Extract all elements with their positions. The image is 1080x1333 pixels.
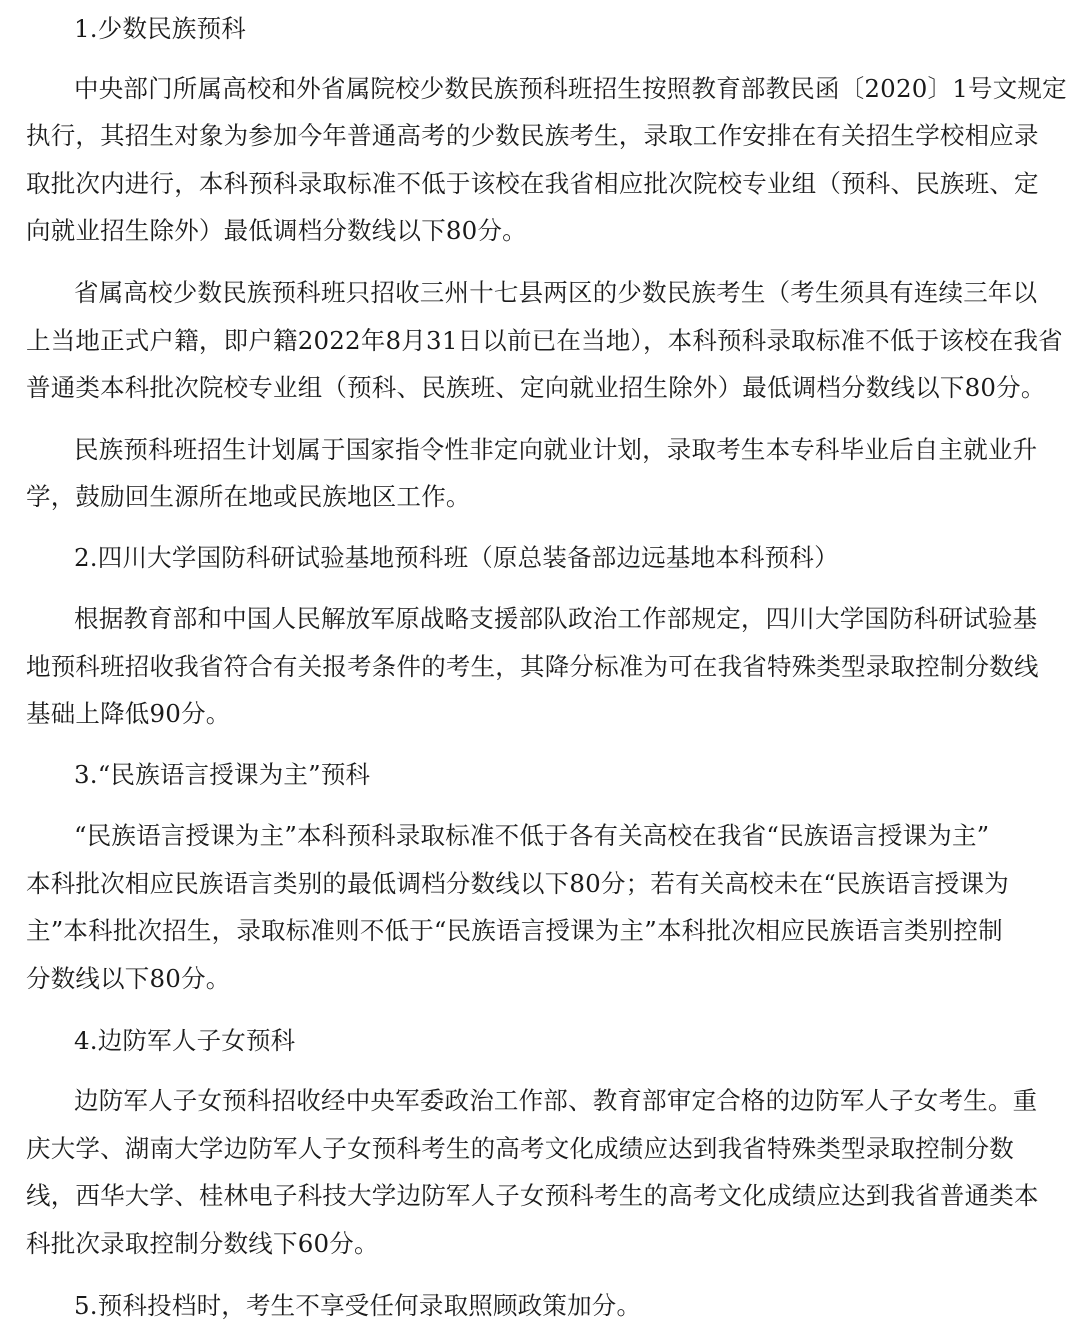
section-1-para-1-line-1: 中央部门所属高校和外省属院校少数民族预科班招生按照教育部教民函〔2020〕1号文规定 [74, 74, 1067, 103]
section-1-para-2-line-2: 上当地正式户籍，即户籍2022年8月31日以前已在当地），本科预科录取标准不低于该校在我省 [26, 326, 1063, 355]
section-4-para-1-line-3: 线，西华大学、桂林电子科技大学边防军人子女预科考生的高考文化成绩应达到我省普通类本 [26, 1181, 1039, 1210]
section-3-para-1-line-1: “民族语言授课为主”本科预科录取标准不低于各有关高校在我省“民族语言授课为主” [74, 821, 990, 850]
section-3-para-1-line-2: 本科批次相应民族语言类别的最低调档分数线以下80分；若有关高校未在“民族语言授课为 [26, 869, 1009, 898]
section-1-heading: 1.少数民族预科 [74, 14, 246, 43]
section-1-para-1-line-4: 向就业招生除外）最低调档分数线以下80分。 [26, 216, 527, 245]
section-3-para-1-line-3: 主”本科批次招生，录取标准则不低于“民族语言授课为主”本科批次相应民族语言类别控制 [26, 916, 1003, 945]
section-1-para-3-line-1: 民族预科班招生计划属于国家指令性非定向就业计划，录取考生本专科毕业后自主就业升 [74, 435, 1038, 464]
section-5-heading: 5.预科投档时，考生不享受任何录取照顾政策加分。 [74, 1291, 642, 1320]
section-4-para-1-line-1: 边防军人子女预科招收经中央军委政治工作部、教育部审定合格的边防军人子女考生。重 [74, 1086, 1038, 1115]
section-1-para-3-line-2: 学，鼓励回生源所在地或民族地区工作。 [26, 482, 471, 511]
section-1-para-1-line-3: 取批次内进行，本科预科录取标准不低于该校在我省相应批次院校专业组（预科、民族班、定 [26, 169, 1039, 198]
section-1-para-2-line-3: 普通类本科批次院校专业组（预科、民族班、定向就业招生除外）最低调档分数线以下80分。 [26, 373, 1046, 402]
section-2-heading: 2.四川大学国防科研试验基地预科班（原总装备部边远基地本科预科） [74, 543, 839, 572]
section-4-para-1-line-4: 科批次录取控制分数线下60分。 [26, 1229, 379, 1258]
section-3-para-1-line-4: 分数线以下80分。 [26, 964, 231, 993]
section-3-heading: 3.“民族语言授课为主”预科 [74, 760, 371, 789]
section-2-para-1-line-1: 根据教育部和中国人民解放军原战略支援部队政治工作部规定，四川大学国防科研试验基 [74, 604, 1038, 633]
section-1-para-1-line-2: 执行，其招生对象为参加今年普通高考的少数民族考生，录取工作安排在有关招生学校相应录 [26, 121, 1039, 150]
section-2-para-1-line-3: 基础上降低90分。 [26, 699, 231, 728]
section-4-para-1-line-2: 庆大学、湖南大学边防军人子女预科考生的高考文化成绩应达到我省特殊类型录取控制分数 [26, 1134, 1014, 1163]
section-1-para-2-line-1: 省属高校少数民族预科班只招收三州十七县两区的少数民族考生（考生须具有连续三年以 [74, 278, 1038, 307]
section-4-heading: 4.边防军人子女预科 [74, 1026, 296, 1055]
section-2-para-1-line-2: 地预科班招收我省符合有关报考条件的考生，其降分标准为可在我省特殊类型录取控制分数线 [26, 652, 1039, 681]
